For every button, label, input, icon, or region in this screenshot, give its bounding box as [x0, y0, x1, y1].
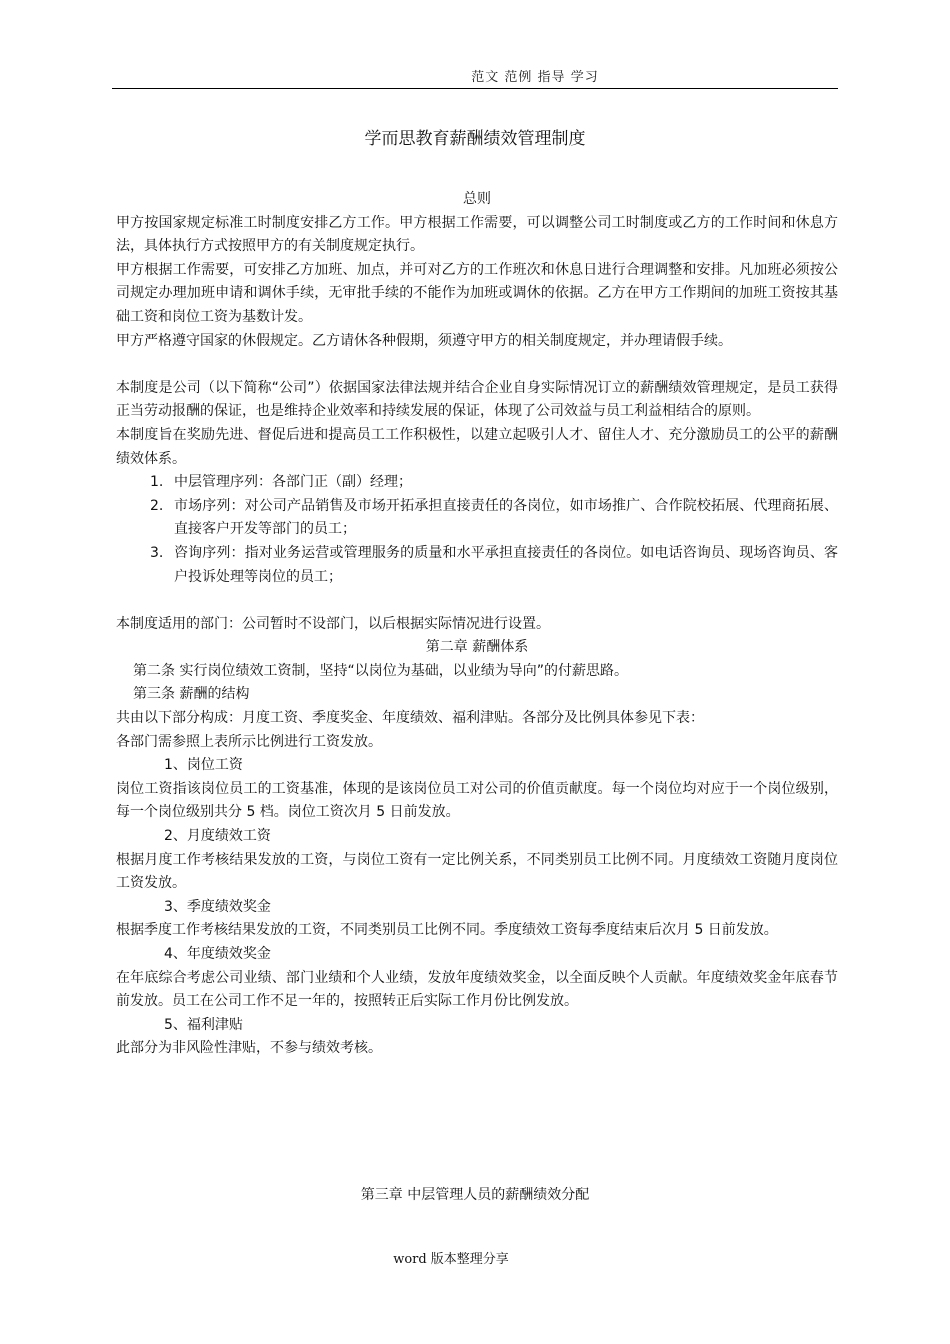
paragraph: 岗位工资指该岗位员工的工资基准，体现的是该岗位员工对公司的价值贡献度。每一个岗位均对应于一个岗位级别，每一个岗位级别共分 5 档。岗位工资次月 5 日前发放。 [116, 780, 838, 821]
page-header: 范文 范例 指导 学习 [471, 70, 599, 85]
document-title: 学而思教育薪酬绩效管理制度 [364, 129, 586, 149]
section-heading: 1、岗位工资 [164, 757, 243, 774]
list-text: 中层管理序列：各部门正（副）经理； [174, 474, 412, 491]
list-text: 咨询序列：指对业务运营或管理服务的质量和水平承担直接责任的各岗位。如电话咨询员、现场咨询员、客户投诉处理等岗位的员工； [174, 544, 838, 585]
paragraph: 本制度是公司（以下简称“公司”）依据国家法律法规并结合企业自身实际情况订立的薪酬绩效管理规定，是员工获得正当劳动报酬的保证，也是维持企业效率和持续发展的保证，体现了公司效益与员工利益相结合的原则。 [116, 379, 838, 420]
paragraph: 各部门需参照上表所示比例进行工资发放。 [116, 733, 382, 750]
list-number: 3. [150, 544, 164, 561]
list-text: 市场序列：对公司产品销售及市场开拓承担直接责任的各岗位，如市场推广、合作院校拓展、代理商拓展、直接客户开发等部门的员工； [174, 497, 838, 538]
paragraph: 根据季度工作考核结果发放的工资，不同类别员工比例不同。季度绩效工资每季度结束后次月 5 日前发放。 [116, 922, 778, 939]
chapter-heading: 第二章 薪酬体系 [425, 639, 529, 656]
list-number: 2. [150, 497, 164, 514]
chapter-heading: 第三章 中层管理人员的薪酬绩效分配 [360, 1187, 590, 1203]
list-item [116, 542, 838, 589]
section-heading: 4、年度绩效奖金 [164, 946, 271, 962]
paragraph: 甲方根据工作需要，可安排乙方加班、加点，并可对乙方的工作班次和休息日进行合理调整和安排。凡加班必须按公司规定办理加班申请和调休手续，无审批手续的不能作为加班或调休的依据。乙方在甲方工作期间的加班工资按其基础工资和岗位工资为基数计发。 [116, 261, 838, 325]
section-heading: 2、月度绩效工资 [164, 828, 271, 845]
list-item [116, 471, 838, 495]
paragraph: 在年底综合考虑公司业绩、部门业绩和个人业绩，发放年度绩效奖金，以全面反映个人贡献。年度绩效奖金年底春节前发放。员工在公司工作不足一年的，按照转正后实际工作月份比例发放。 [116, 969, 838, 1010]
page-footer: word 版本整理分享 [393, 1252, 509, 1267]
header-rule [112, 88, 838, 89]
section-heading: 5、福利津贴 [164, 1016, 243, 1033]
article: 第三条 薪酬的结构 [133, 686, 250, 703]
list-number: 1. [150, 474, 164, 491]
document-body [116, 188, 838, 1061]
paragraph: 本制度适用的部门：公司暂时不设部门，以后根据实际情况进行设置。 [116, 615, 550, 632]
paragraph: 此部分为非风险性津贴，不参与绩效考核。 [116, 1040, 382, 1057]
article: 第二条 实行岗位绩效工资制，坚持“以岗位为基础，以业绩为导向”的付薪思路。 [133, 662, 628, 679]
section-heading: 3、季度绩效奖金 [164, 898, 271, 915]
paragraph: 本制度旨在奖励先进、督促后进和提高员工工作积极性，以建立起吸引人才、留住人才、充分激励员工的公平的薪酬绩效体系。 [116, 426, 838, 467]
general-heading: 总则 [463, 191, 491, 207]
list-item [116, 495, 838, 542]
blank-line [116, 589, 838, 613]
paragraph: 根据月度工作考核结果发放的工资，与岗位工资有一定比例关系，不同类别员工比例不同。月度绩效工资随月度岗位工资发放。 [116, 851, 838, 892]
paragraph: 甲方严格遵守国家的休假规定。乙方请休各种假期，须遵守甲方的相关制度规定，并办理请假手续。 [116, 332, 732, 349]
blank-line [116, 353, 838, 377]
paragraph: 甲方按国家规定标准工时制度安排乙方工作。甲方根据工作需要，可以调整公司工时制度或乙方的工作时间和休息方法，具体执行方式按照甲方的有关制度规定执行。 [116, 214, 838, 255]
paragraph: 共由以下部分构成：月度工资、季度奖金、年度绩效、福利津贴。各部分及比例具体参见下表： [116, 710, 704, 727]
